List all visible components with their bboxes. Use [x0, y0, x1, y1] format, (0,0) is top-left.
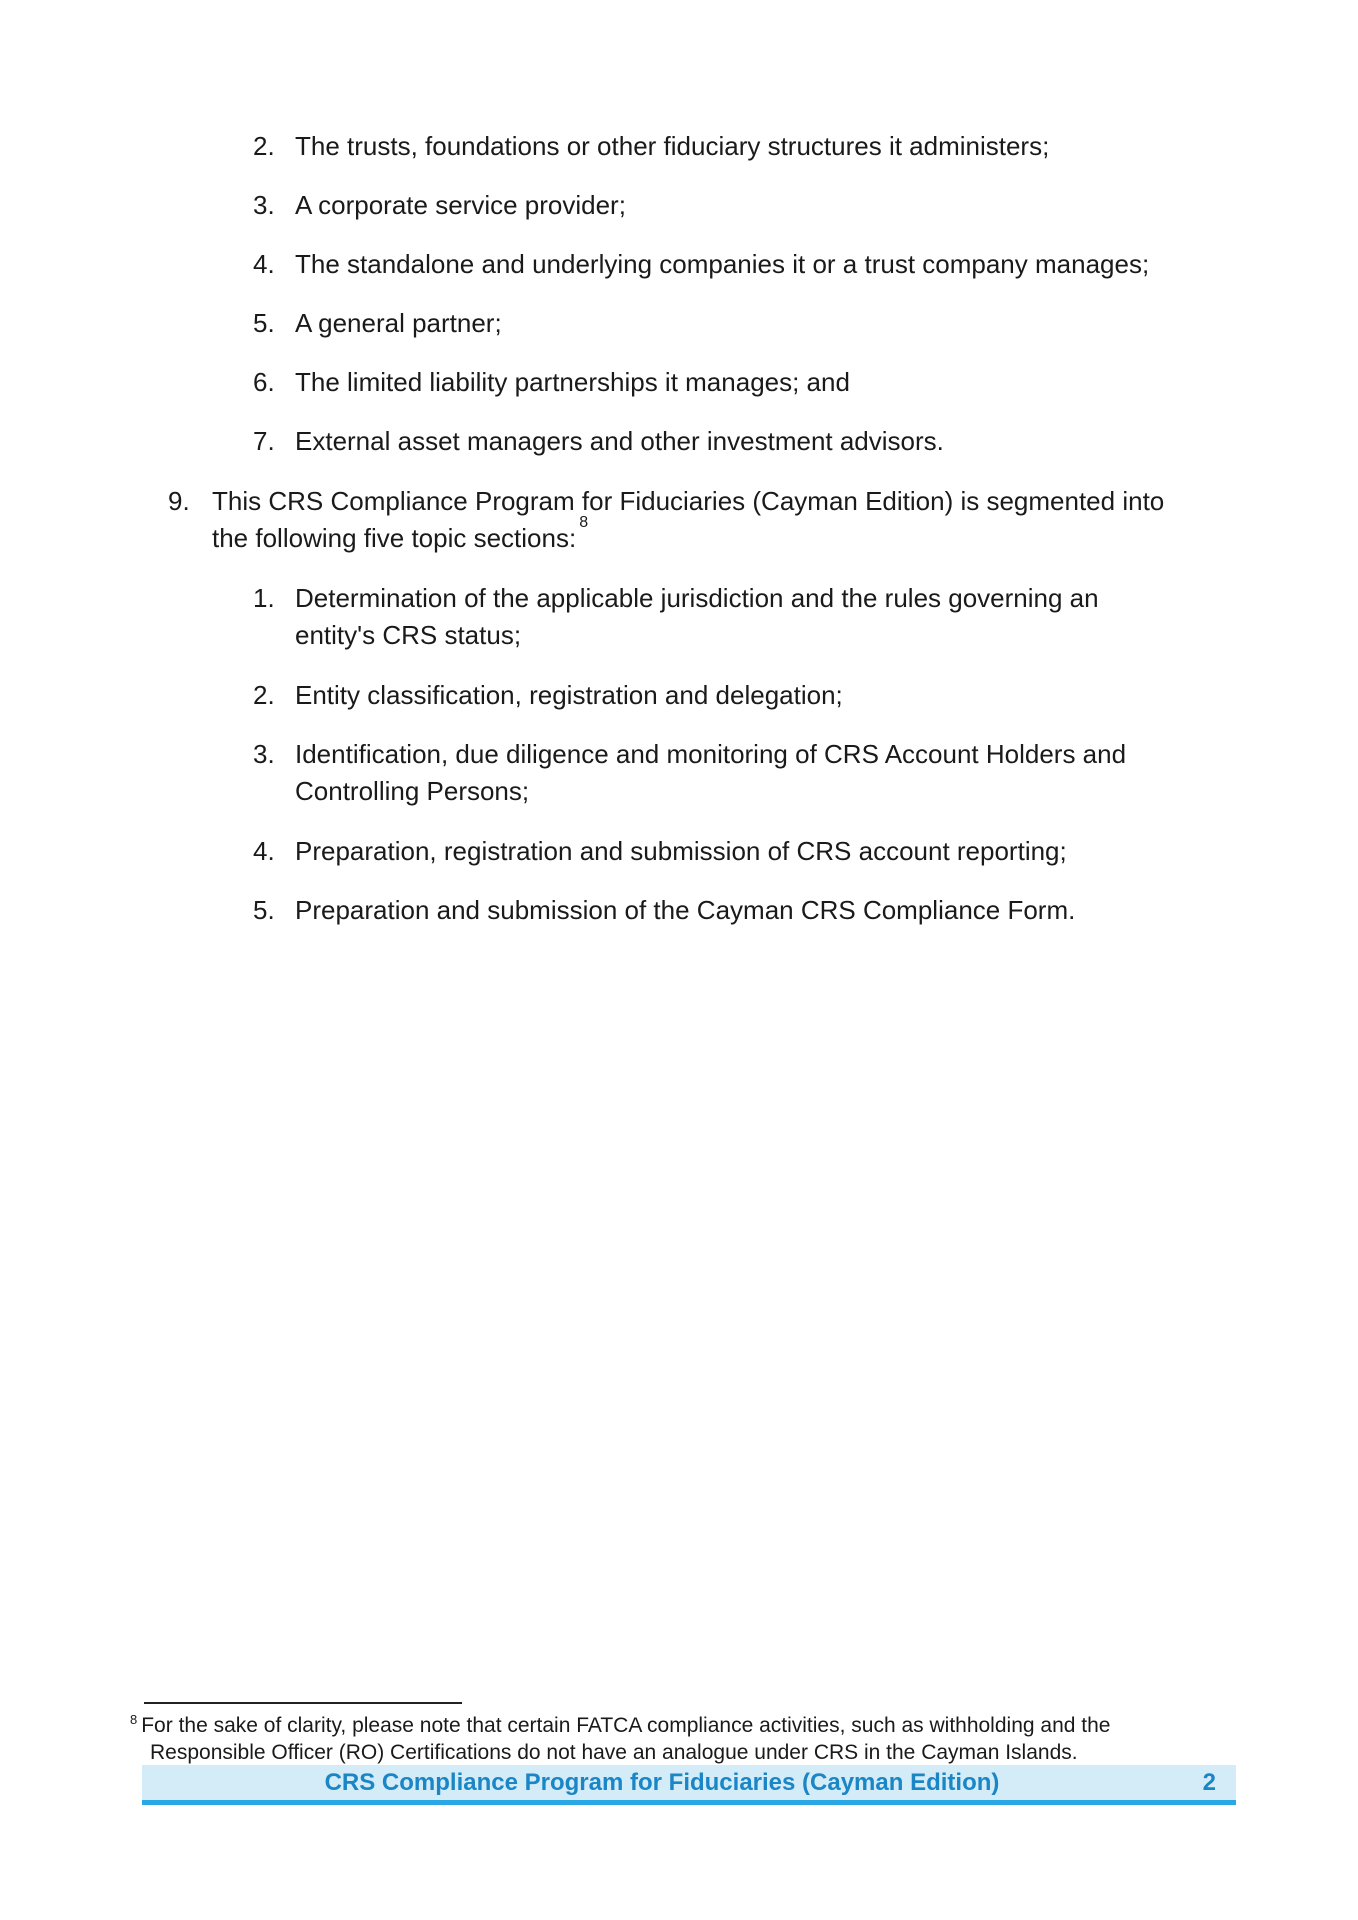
list-text: Preparation and submission of the Cayman CRS Compliance Form.: [295, 895, 1076, 925]
footnote-text: Responsible Officer (RO) Certifications do not have an analogue under CRS in the Cayman Islands.: [150, 1741, 1078, 1764]
list-number: 6.: [253, 367, 275, 397]
footer-title: CRS Compliance Program for Fiduciaries (Cayman Edition): [324, 1769, 1000, 1796]
list-text: Entity classification, registration and delegation;: [295, 680, 843, 710]
list-number: 2.: [253, 131, 275, 161]
list-text: Determination of the applicable jurisdiction and the rules governing an: [295, 583, 1099, 613]
list-text: Controlling Persons;: [295, 776, 530, 806]
list-text: The limited liability partnerships it manages; and: [295, 367, 850, 397]
list-text: A general partner;: [295, 308, 502, 338]
list-number: 4.: [253, 249, 275, 279]
list-number: 5.: [253, 308, 275, 338]
footnote-text: For the sake of clarity, please note that certain FATCA compliance activities, such as withholding and the: [141, 1714, 1111, 1737]
list-text: The standalone and underlying companies it or a trust company manages;: [295, 249, 1150, 279]
list-text: Identification, due diligence and monitoring of CRS Account Holders and: [295, 739, 1127, 769]
paragraph-line: the following five topic sections:: [212, 523, 577, 553]
list-text: A corporate service provider;: [295, 190, 626, 220]
list-number: 2.: [253, 680, 275, 710]
list-text: External asset managers and other investment advisors.: [295, 426, 944, 456]
footnote-reference[interactable]: 8: [579, 514, 589, 532]
list-number: 4.: [253, 836, 275, 866]
list-text: entity's CRS status;: [295, 620, 522, 650]
list-number: 5.: [253, 895, 275, 925]
paragraph-line: This CRS Compliance Program for Fiduciaries (Cayman Edition) is segmented into: [212, 486, 1165, 516]
footnote-divider: [144, 1702, 462, 1704]
paragraph-number: 9.: [168, 486, 190, 516]
list-number: 7.: [253, 426, 275, 456]
footnote-marker: 8: [130, 1712, 138, 1727]
footnote: [130, 1713, 1240, 1765]
list-text: Preparation, registration and submission of CRS account reporting;: [295, 836, 1067, 866]
list-number: 3.: [253, 739, 275, 769]
list-text: The trusts, foundations or other fiduciary structures it administers;: [295, 131, 1050, 161]
list-number: 3.: [253, 190, 275, 220]
page-number: 2: [1202, 1769, 1216, 1796]
list-number: 1.: [253, 583, 275, 613]
page-footer: [142, 1765, 1236, 1805]
